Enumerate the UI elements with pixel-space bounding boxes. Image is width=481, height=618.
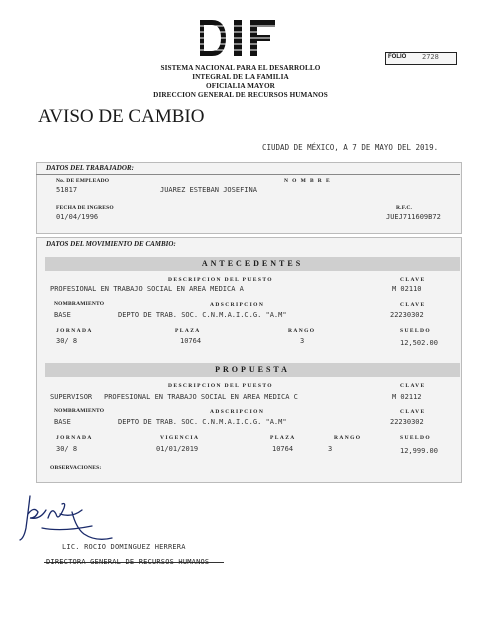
- prop-jornada-value: 30/ 8: [56, 445, 78, 453]
- prop-jornada-label: JORNADA: [56, 435, 93, 441]
- header-line-4: DIRECCION GENERAL DE RECURSOS HUMANOS: [153, 91, 328, 99]
- ant-plaza-value: 10764: [180, 337, 202, 345]
- ant-clave-value: M 02110: [392, 285, 422, 293]
- prop-clave-label: CLAVE: [400, 383, 426, 389]
- movimiento-panel: [36, 237, 462, 483]
- prop-plaza-label: PLAZA: [270, 435, 296, 441]
- trabajador-section-title: DATOS DEL TRABAJADOR:: [46, 164, 134, 172]
- ant-nombramiento-value: BASE: [54, 311, 71, 319]
- prop-desc-value: PROFESIONAL EN TRABAJO SOCIAL EN AREA MEDICA C: [104, 393, 298, 401]
- ant-jornada-value: 30/ 8: [56, 337, 78, 345]
- document-date: CIUDAD DE MÉXICO, A 7 DE MAYO DEL 2019.: [262, 143, 439, 152]
- prop-adscripcion-label: ADSCRIPCION: [210, 409, 265, 415]
- prop-desc-label: DESCRIPCION DEL PUESTO: [168, 383, 273, 389]
- fecha-ingreso-value: 01/04/1996: [56, 213, 99, 221]
- ant-sueldo-value: 12,502.00: [400, 339, 438, 347]
- prop-vigencia-value: 01/01/2019: [156, 445, 199, 453]
- trabajador-panel: [36, 162, 462, 234]
- folio-label: FOLIO: [388, 54, 407, 60]
- ant-clave-label: CLAVE: [400, 277, 426, 283]
- ant-rango-value: 3: [300, 337, 305, 345]
- nombre-label: N O M B R E: [284, 178, 332, 184]
- signer-position: DIRECTORA GENERAL DE RECURSOS HUMANOS: [46, 558, 210, 566]
- ant-desc-label: DESCRIPCION DEL PUESTO: [168, 277, 273, 283]
- prop-nombramiento-label: NOMBRAMIENTO: [54, 408, 105, 414]
- handwritten-signature: [12, 488, 122, 548]
- folio-value: 2728: [422, 53, 439, 61]
- ant-adscripcion-value: DEPTO DE TRAB. SOC. C.N.M.A.I.C.G. "A.M": [118, 311, 287, 319]
- antecedentes-band: ANTECEDENTES: [45, 257, 460, 271]
- ant-sueldo-label: SUELDO: [400, 328, 432, 334]
- nombre-value: JUAREZ ESTEBAN JOSEFINA: [160, 186, 257, 194]
- header-line-2: INTEGRAL DE LA FAMILIA: [192, 73, 289, 81]
- ant-adscripcion-label: ADSCRIPCION: [210, 302, 265, 308]
- num-empleado-label: No. DE EMPLEADO: [56, 178, 110, 184]
- divider: [36, 174, 460, 175]
- prop-clave-value: M 02112: [392, 393, 422, 401]
- fecha-ingreso-label: FECHA DE INGRESO: [56, 205, 114, 211]
- prop-sueldo-label: SUELDO: [400, 435, 432, 441]
- ant-jornada-label: JORNADA: [56, 328, 93, 334]
- ant-nombramiento-label: NOMBRAMIENTO: [54, 301, 105, 307]
- prop-desc-prefix: SUPERVISOR: [50, 393, 93, 401]
- dif-logo: [198, 18, 280, 58]
- signer-name: LIC. ROCIO DOMINGUEZ HERRERA: [62, 543, 186, 551]
- ant-plaza-label: PLAZA: [175, 328, 201, 334]
- prop-clave2-label: CLAVE: [400, 409, 426, 415]
- observaciones-label: OBSERVACIONES:: [50, 465, 102, 471]
- folio-box: [385, 52, 457, 65]
- header-line-3: OFICIALIA MAYOR: [206, 82, 275, 90]
- propuesta-band: PROPUESTA: [45, 363, 460, 377]
- prop-rango-value: 3: [328, 445, 333, 453]
- prop-nombramiento-value: BASE: [54, 418, 71, 426]
- ant-rango-label: RANGO: [288, 328, 316, 334]
- rfc-value: JUEJ711609B72: [386, 213, 441, 221]
- prop-sueldo-value: 12,999.00: [400, 447, 438, 455]
- prop-vigencia-label: VIGENCIA: [160, 435, 200, 441]
- prop-rango-label: RANGO: [334, 435, 362, 441]
- movimiento-section-title: DATOS DEL MOVIMIENTO DE CAMBIO:: [46, 240, 176, 248]
- ant-clave2-label: CLAVE: [400, 302, 426, 308]
- document-title: AVISO DE CAMBIO: [38, 106, 205, 127]
- header-line-1: SISTEMA NACIONAL PARA EL DESARROLLO: [160, 64, 321, 72]
- prop-clave2-value: 22230302: [390, 418, 424, 426]
- prop-plaza-value: 10764: [272, 445, 294, 453]
- ant-desc-value: PROFESIONAL EN TRABAJO SOCIAL EN AREA MEDICA A: [50, 285, 244, 293]
- prop-adscripcion-value: DEPTO DE TRAB. SOC. C.N.M.A.I.C.G. "A.M": [118, 418, 287, 426]
- num-empleado-value: 51817: [56, 186, 78, 194]
- ant-clave2-value: 22230302: [390, 311, 424, 319]
- rfc-label: R.F.C.: [396, 205, 413, 211]
